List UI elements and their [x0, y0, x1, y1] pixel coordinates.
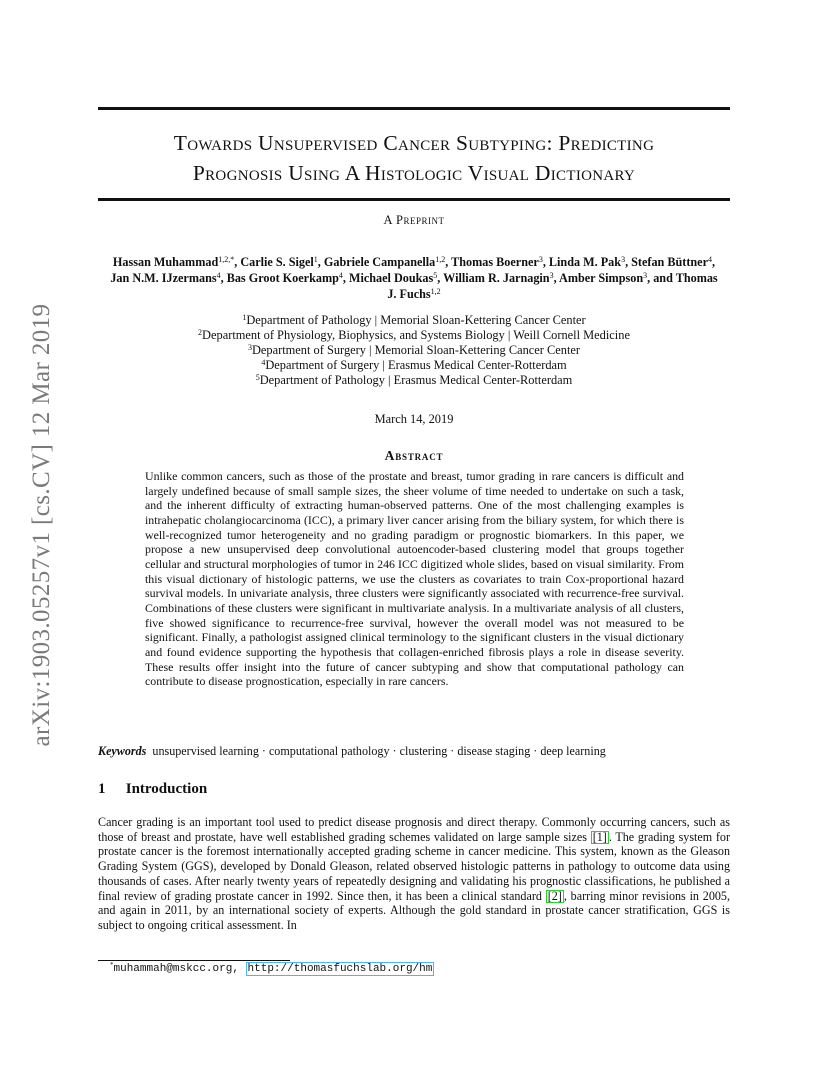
author	[559, 271, 647, 285]
author-affiliation-marker: 3	[621, 255, 626, 264]
affiliation-text: Department of Pathology | Erasmus Medical Center-Rotterdam	[259, 373, 573, 387]
author-name: William R. Jarnagin	[443, 271, 550, 285]
affiliation-text: Department of Pathology | Memorial Sloan-Kettering Cancer Center	[246, 313, 586, 327]
intro-paragraph	[98, 815, 730, 933]
affiliation-marker: 1	[242, 313, 247, 322]
author-name: Jan N.M. IJzermans	[110, 271, 217, 285]
title-top-rule	[98, 107, 730, 110]
affiliation-marker: 5	[255, 373, 260, 382]
affiliation-marker: 4	[261, 358, 266, 367]
abstract-heading: Abstract	[384, 448, 444, 463]
author-name: Michael Doukas	[348, 271, 434, 285]
author	[631, 255, 712, 269]
author-affiliation-marker: 1,2,*	[218, 255, 235, 264]
author	[451, 255, 543, 269]
abstract-text: Unlike common cancers, such as those of the prostate and breast, tumor grading in rare cancers is difficult and largely undefined because of small sample sizes, the sheer volume of time needed to undertake on such a task, and the inherent difficulty of extracting human-observed patterns. One of the most challenging examples is intrahepatic cholangiocarcinoma (ICC), a primary liver cancer arising from the biliary system, for which there is well-recognized tumor heterogeneity and no grading paradigm or prognostic biomarkers. In this paper, we propose a new unsupervised deep convolutional autoencoder-based clustering model that groups together cellular and structural morphologies of tumor in 246 ICC digitized whole slides, based on visual similarity. From this visual dictionary of histologic patterns, we use the clusters as covariates to train Cox-proportional hazard survival models. In univariate analysis, three clusters were significantly associated with recurrence-free survival. Combinations of these clusters were significant in multivariate analysis. In a multivariate analysis of all clusters, five showed significance to recurrence-free survival, however the overall model was not measured to be significant. Finally, a pathologist assigned clinical terminology to the significant clusters in the visual dictionary and found evidence supporting the hypothesis that collagen-enriched fibrosis plays a role in disease severity. These results offer insight into the future of cancer subtyping and show that computational pathology can contribute to disease prognostication, especially in rare cancers.	[145, 469, 684, 689]
affiliation-marker: 2	[198, 328, 203, 337]
author-affiliation-marker: 1,2	[430, 287, 441, 296]
intro-text-2: . The grading system for prostate cancer is the foremost internationally accepted grading scheme in cancer medicine. This system, known as the Gleason Grading System (GGS), developed by Donald Gleason, related observed histologic patterns in pathology to outcome data using thousands of cases. After nearly twenty years of repeatedly designing and validating his prognostic classifications, he published a final review of grading prostate cancer in 1992. Since then, it has been a clinical standard	[98, 829, 730, 903]
author	[110, 271, 220, 285]
affiliation-text: Department of Physiology, Biophysics, and Systems Biology | Weill Cornell Medicine	[202, 328, 630, 342]
arxiv-side-stamp: arXiv:1903.05257v1 [cs.CV] 12 Mar 2019	[28, 303, 55, 747]
affiliation-text: Department of Surgery | Memorial Sloan-Kettering Cancer Center	[251, 343, 581, 357]
paper-title	[98, 128, 730, 188]
author-conjunction: and	[653, 271, 673, 285]
title-line-1: Towards Unsupervised Cancer Subtyping: Predicting	[173, 131, 655, 155]
keywords-line	[98, 744, 738, 759]
author	[549, 255, 625, 269]
author-affiliation-marker: 5	[433, 271, 438, 280]
affiliation	[98, 343, 730, 358]
footnote-url-link[interactable]: http://thomasfuchslab.org/hm	[247, 963, 433, 975]
affiliation-text: Department of Surgery | Erasmus Medical Center-Rotterdam	[265, 358, 567, 372]
section-heading	[98, 781, 207, 798]
author-affiliation-marker: 1	[313, 255, 318, 264]
section-number: 1	[98, 781, 106, 797]
footnote-rule	[98, 960, 290, 961]
publication-date: March 14, 2019	[374, 412, 454, 426]
affiliation	[98, 313, 730, 328]
author	[443, 271, 553, 285]
author-affiliation-marker: 3	[538, 255, 543, 264]
intro-text-1: Cancer grading is an important tool used to predict disease prognosis and direct therapy. Commonly occurring cancers, such as those of breast and prostate, have well established grading schemes validated on large sample sizes	[98, 815, 730, 844]
author	[349, 271, 437, 285]
citation-link-2[interactable]: [2]	[547, 888, 562, 903]
author	[324, 255, 445, 269]
citation-link-1[interactable]: [1]	[592, 829, 607, 844]
footnote-email: muhammah@mskcc.org,	[113, 963, 239, 975]
keywords-text: unsupervised learning · computational pathology · clustering · disease staging · deep learning	[152, 744, 606, 758]
author-affiliation-marker: 3	[643, 271, 648, 280]
author-affiliation-marker: 4	[708, 255, 713, 264]
author-name: Bas Groot Koerkamp	[226, 271, 339, 285]
author-name: Gabriele Campanella	[323, 255, 436, 269]
title-bottom-rule	[98, 198, 730, 201]
author-name: Amber Simpson	[559, 271, 644, 285]
affiliation	[98, 358, 730, 373]
author-name: Thomas Boerner	[451, 255, 539, 269]
author-name: Linda M. Pak	[548, 255, 622, 269]
author-name: Thomas J. Fuchs	[387, 271, 718, 301]
author-name: Hassan Muhammad	[112, 255, 219, 269]
footnote-marker: *	[110, 961, 114, 969]
intro-text-3: , barring minor revisions in 2005, and again in 2011, by an international society of experts. Although the gold standard in prostate cancer stratification, GGS is subject to ongoing critical assessment. In	[98, 888, 730, 932]
author-list: Hassan Muhammad$^{1,2,*}$, Carlie S. Sigel$^1$, Gabriele Campanella$^{1,2}$, Thomas Boerner$^3$, Linda M. Pak$^3$, Stefan Büttner$^4$, Jan N.M. IJzermans$^4$, Bas Groot Koerkamp$^4$, Michael Doukas$^5$, William R. Jarnagin$^3$, Amber Simpson$^3$, and Thomas J. Fuchs$^{1,2}$	[110, 255, 718, 301]
author-affiliation-marker: 4	[216, 271, 221, 280]
author-affiliation-marker: 1,2	[435, 255, 446, 264]
keywords-label: Keywords	[98, 744, 147, 758]
author-affiliation-marker: 3	[549, 271, 554, 280]
author	[227, 271, 343, 285]
affiliation-list	[98, 313, 730, 388]
author	[113, 255, 234, 269]
section-title: Introduction	[125, 781, 208, 797]
author-name: Carlie S. Sigel	[240, 255, 314, 269]
affiliation	[98, 373, 730, 388]
author-affiliation-marker: 4	[338, 271, 343, 280]
preprint-label: A Preprint	[383, 213, 445, 227]
affiliation-marker: 3	[247, 343, 252, 352]
author	[240, 255, 317, 269]
title-line-2: Prognosis Using A Histologic Visual Dictionary	[192, 161, 636, 185]
footnote	[110, 963, 434, 975]
author-name: Stefan Büttner	[631, 255, 709, 269]
affiliation	[98, 328, 730, 343]
